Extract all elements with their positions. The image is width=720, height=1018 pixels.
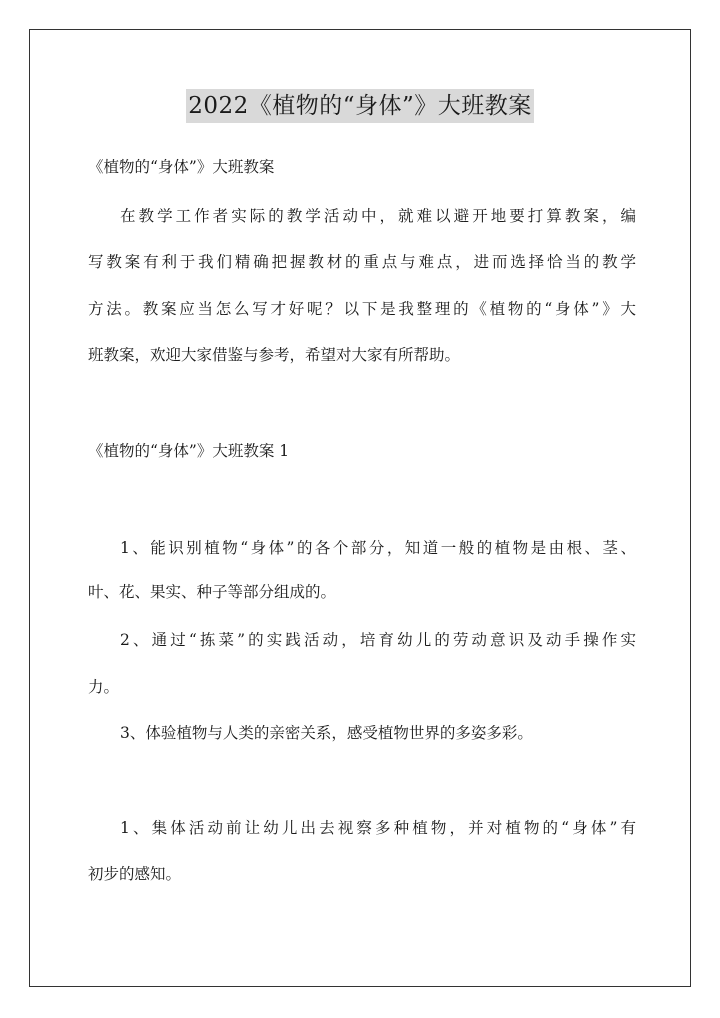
goal-line-3: 2、通过“拣菜”的实践活动，培育幼儿的劳动意识及动手操作实 xyxy=(120,631,636,649)
intro-line-4: 班教案，欢迎大家借鉴与参考，希望对大家有所帮助。 xyxy=(88,346,461,364)
intro-line-3: 方法。教案应当怎么写才好呢？以下是我整理的《植物的“身体”》大 xyxy=(88,300,636,318)
prep-line-2: 初步的感知。 xyxy=(88,865,182,883)
goal-line-1: 1、能识别植物“身体”的各个部分，知道一般的植物是由根、茎、 xyxy=(120,539,636,557)
subtitle: 《植物的“身体”》大班教案 xyxy=(88,158,275,176)
intro-line-1: 在教学工作者实际的教学活动中，就难以避开地要打算教案，编 xyxy=(120,207,636,225)
goal-line-4: 力。 xyxy=(88,678,120,696)
prep-line-1: 1、集体活动前让幼儿出去视察多种植物，并对植物的“身体”有 xyxy=(120,819,636,837)
title-container xyxy=(0,89,720,123)
intro-line-2: 写教案有利于我们精确把握教材的重点与难点，进而选择恰当的教学 xyxy=(88,253,636,271)
goal-line-2: 叶、花、果实、种子等部分组成的。 xyxy=(88,583,337,601)
section-heading: 《植物的“身体”》大班教案 1 xyxy=(88,442,290,460)
goal-line-5: 3、体验植物与人类的亲密关系，感受植物世界的多姿多彩。 xyxy=(120,724,533,742)
document-title: 2022《植物的“身体”》大班教案 xyxy=(186,89,534,123)
